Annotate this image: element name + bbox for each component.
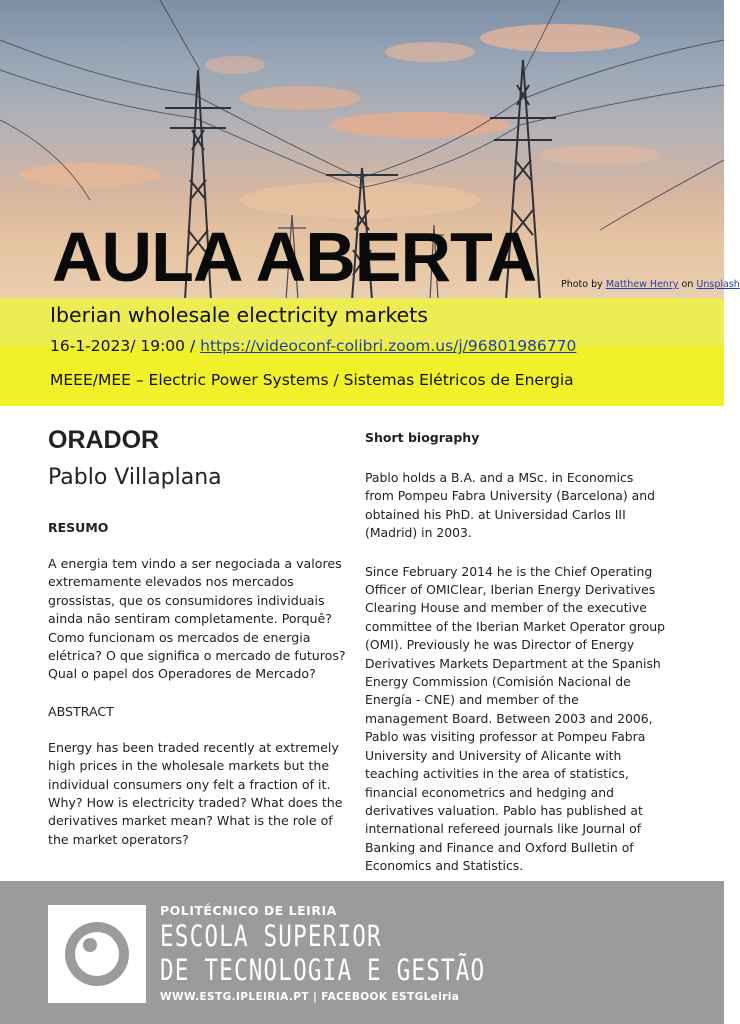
event-datetime	[50, 337, 576, 355]
credit-on: on	[681, 279, 694, 290]
event-course: MEEE/MEE – Electric Power Systems / Sistemas Elétricos de Energia	[50, 371, 574, 389]
biography-paragraph-1: Pablo holds a B.A. and a MSc. in Economics from Pompeu Fabra University (Barcelona) and obtained his PhD. at Universidad Carlos III (Madrid) in 2003.	[365, 470, 655, 541]
institution-name: POLITÉCNICO DE LEIRIA	[160, 903, 337, 918]
right-column	[365, 430, 665, 876]
zoom-link[interactable]: https://videoconf-colibri.zoom.us/j/96801986770	[200, 337, 577, 355]
school-name-line-2: DE TECNOLOGIA E GESTÃO	[160, 953, 486, 987]
left-column	[48, 428, 348, 849]
footer	[0, 881, 724, 1024]
credit-prefix: Photo by	[561, 279, 603, 290]
resumo-text: A energia tem vindo a ser negociada a valores extremamente elevados nos mercados grossistas, que os consumidores individuais ainda não sentiram completamente. Porquê? Como funcionam os mercados de energia elétrica? O que significa o mercado de futuros? Qual o papel dos Operadores de Mercado?	[48, 556, 346, 682]
school-logo	[48, 905, 146, 1003]
credit-author-link[interactable]: Matthew Henry	[605, 279, 679, 290]
resumo-heading: RESUMO	[48, 520, 109, 535]
hero-photo	[0, 0, 740, 300]
biography-heading: Short biography	[365, 430, 480, 445]
abstract-heading: ABSTRACT	[48, 703, 114, 719]
eye-logo-icon	[48, 905, 146, 1003]
orador-label: ORADOR	[48, 426, 160, 454]
speaker-name: Pablo Villaplana	[48, 465, 222, 490]
footer-links[interactable]: WWW.ESTG.IPLEIRIA.PT | FACEBOOK ESTGLeiria	[160, 991, 460, 1003]
event-date: 16-1-2023/ 19:00 /	[50, 337, 196, 355]
abstract-text: Energy has been traded recently at extremely high prices in the wholesale markets but the individual consumers ony felt a fraction of it. Why? How is electricity traded? What does the derivatives market mean? What is the role of the market operators?	[48, 739, 343, 847]
biography-paragraph-2: Since February 2014 he is the Chief Operating Officer of OMIClear, Iberian Energy Derivatives Clearing House and member of the executive committee of the Iberian Market Operator group (OMI). Previously he was Director of Energy Derivatives Markets Department at the Spanish Energy Commission (Comisión Nacional de Energía - CNE) and member of the management Board. Between 2003 and 2006, Pablo was visiting professor at Pompeu Fabra University and University of Alicante with teaching activities in the area of statistics, financial econometrics and hedging and derivatives valuation. Pablo has published at international refereed journals like Journal of Banking and Finance and Oxford Bulletin of Economics and Statistics.	[365, 563, 666, 874]
school-name-line-1: ESCOLA SUPERIOR	[160, 919, 382, 953]
photo-credit	[561, 279, 740, 290]
page-title: AULA ABERTA	[52, 218, 537, 296]
event-title: Iberian wholesale electricity markets	[50, 303, 428, 327]
credit-site-link[interactable]: Unsplash	[696, 279, 740, 290]
